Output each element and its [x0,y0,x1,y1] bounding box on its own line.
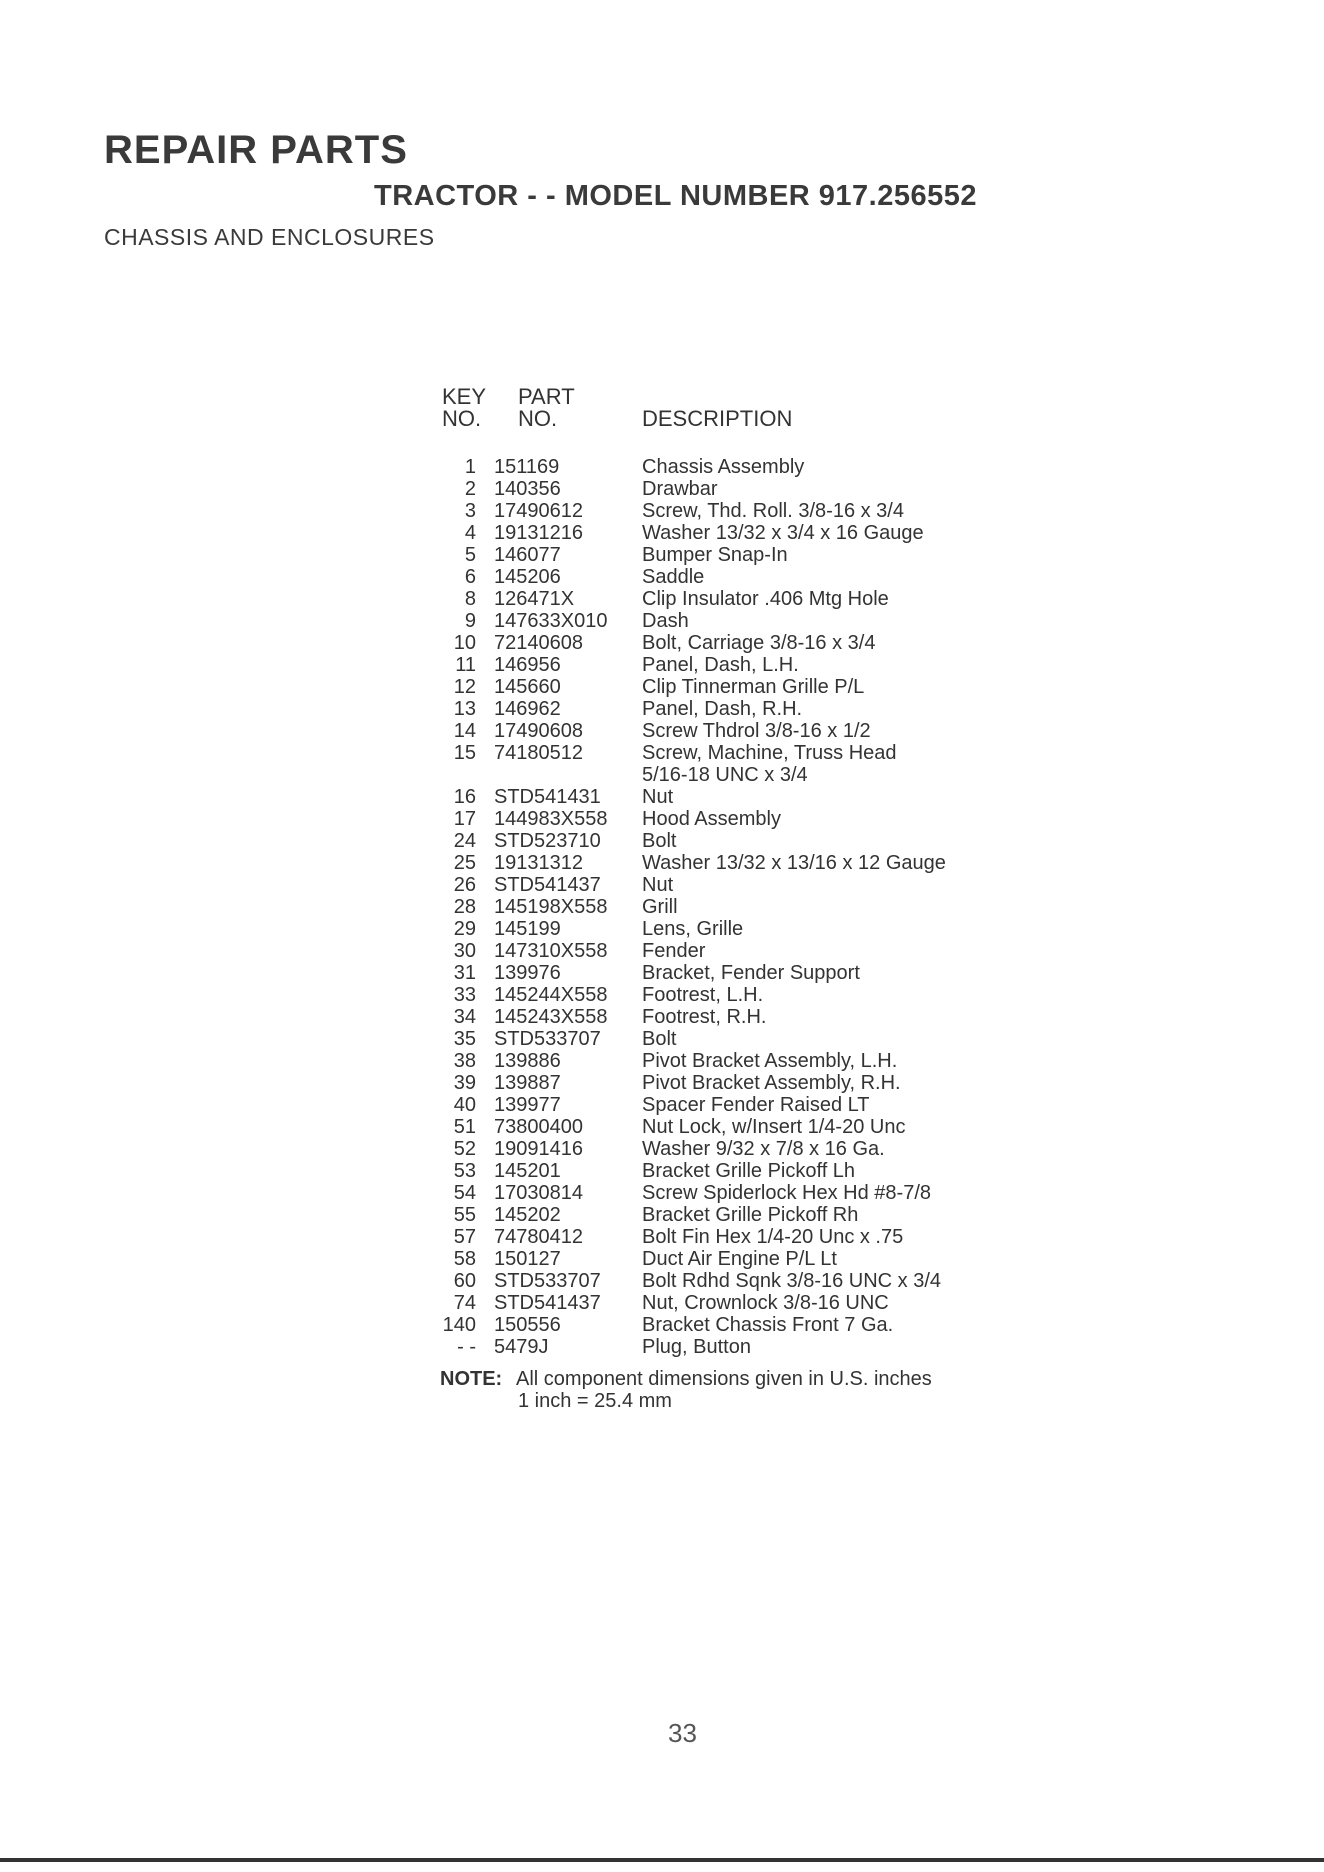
part-header-line2: NO. [518,406,558,431]
table-row [440,1116,1000,1138]
part-no-cell: 5479J [494,1336,549,1358]
key-no-cell: 39 [453,1072,476,1094]
part-no-cell: 139977 [494,1094,561,1116]
part-no-cell: STD541431 [494,786,601,808]
description-cell: Screw Thdrol 3/8-16 x 1/2 [642,720,871,742]
part-no-cell: 139886 [494,1050,561,1072]
table-row [440,742,1000,786]
part-no-cell: 151169 [494,456,560,478]
description-cell: Clip Tinnerman Grille P/L [642,676,865,698]
description-cell: Pivot Bracket Assembly, R.H. [642,1072,901,1094]
key-no-cell: 57 [453,1226,476,1248]
part-no-cell: STD533707 [494,1028,601,1050]
table-row [440,1336,1000,1358]
key-no-cell: 140 [442,1314,476,1336]
description-cell: Nut [642,874,674,896]
key-no-cell: 35 [453,1028,476,1050]
description-cell: Duct Air Engine P/L Lt [642,1248,837,1270]
description-cell: Nut [642,786,674,808]
description-cell: Screw Spiderlock Hex Hd #8-7/8 [642,1182,932,1204]
key-no-cell: 74 [453,1292,476,1314]
table-row [440,676,1000,698]
description-cell: Bracket Chassis Front 7 Ga. [642,1314,894,1336]
description-cell: Bolt [642,830,677,852]
key-no-cell: 29 [453,918,476,940]
description-cell: Clip Insulator .406 Mtg Hole [642,588,889,610]
key-no-cell: 40 [453,1094,476,1116]
part-no-cell: 74180512 [494,742,583,764]
key-no-cell: 6 [464,566,476,588]
part-no-cell: 145244X558 [494,984,608,1006]
table-row [440,566,1000,588]
key-no-cell: 33 [453,984,476,1006]
key-no-cell: 4 [464,522,476,544]
part-no-cell: 19091416 [494,1138,583,1160]
table-row [440,786,1000,808]
table-row [440,1138,1000,1160]
key-no-cell: 38 [453,1050,476,1072]
description-cell: Footrest, L.H. [642,984,764,1006]
description-cell: Spacer Fender Raised LT [642,1094,870,1116]
description-cell: Footrest, R.H. [642,1006,767,1028]
parts-list [440,456,1000,1358]
table-row [440,1204,1000,1226]
description-cell: Bolt Fin Hex 1/4-20 Unc x .75 [642,1226,904,1248]
part-no-cell: 147633X010 [494,610,608,632]
table-row [440,632,1000,654]
description-cell: Fender [642,940,706,962]
description-cell: Saddle [642,566,705,588]
table-row [440,808,1000,830]
key-no-cell: 53 [453,1160,476,1182]
description-cell: Panel, Dash, L.H. [642,654,799,676]
description-cell: Panel, Dash, R.H. [642,698,803,720]
part-no-cell: 150556 [494,1314,561,1336]
part-no-cell: 150127 [494,1248,561,1270]
table-row [440,984,1000,1006]
part-no-cell: 139887 [494,1072,561,1094]
key-no-cell: - - [457,1336,476,1358]
description-cell: Screw, Machine, Truss Head 5/16-18 UNC x 3/4 [642,742,897,786]
description-cell: Bolt Rdhd Sqnk 3/8-16 UNC x 3/4 [642,1270,942,1292]
part-no-cell: STD523710 [494,830,601,852]
table-row [440,1094,1000,1116]
key-no-cell: 17 [453,808,476,830]
part-no-cell: 145243X558 [494,1006,608,1028]
description-cell: Bolt [642,1028,677,1050]
table-row [440,544,1000,566]
key-no-cell: 60 [453,1270,476,1292]
key-no-cell: 58 [453,1248,476,1270]
key-no-cell: 31 [453,962,476,984]
table-row [440,720,1000,742]
description-cell: Chassis Assembly [642,456,805,478]
key-no-cell: 16 [453,786,476,808]
table-row [440,1050,1000,1072]
part-no-cell: 73800400 [494,1116,583,1138]
table-row [440,1226,1000,1248]
part-no-cell: 146962 [494,698,561,720]
part-no-cell: 145660 [494,676,561,698]
part-no-cell: STD533707 [494,1270,601,1292]
table-row [440,1072,1000,1094]
description-cell: Bracket, Fender Support [642,962,860,984]
description-cell: Dash [642,610,689,632]
table-row [440,1028,1000,1050]
table-row [440,522,1000,544]
table-row [440,940,1000,962]
key-no-cell: 25 [453,852,476,874]
part-no-cell: 145201 [494,1160,561,1182]
part-no-cell: STD541437 [494,874,601,896]
key-no-cell: 3 [464,500,476,522]
description-cell: Bolt, Carriage 3/8-16 x 3/4 [642,632,876,654]
bottom-rule [0,1858,1324,1862]
table-row [440,874,1000,896]
key-no-cell: 24 [453,830,476,852]
part-no-cell: 145198X558 [494,896,608,918]
key-no-cell: 9 [464,610,476,632]
part-no-cell: 17490608 [494,720,583,742]
table-row [440,500,1000,522]
table-row [440,918,1000,940]
part-no-cell: 146956 [494,654,561,676]
key-no-cell: 5 [464,544,476,566]
table-row [440,588,1000,610]
table-row [440,654,1000,676]
description-cell: Bracket Grille Pickoff Rh [642,1204,859,1226]
part-no-cell: 145199 [494,918,561,940]
key-no-cell: 13 [453,698,476,720]
key-no-cell: 11 [455,654,476,676]
key-no-cell: 26 [453,874,476,896]
description-cell: Screw, Thd. Roll. 3/8-16 x 3/4 [642,500,904,522]
part-no-cell: 74780412 [494,1226,583,1248]
description-cell: Plug, Button [642,1336,751,1358]
note-label: NOTE: [440,1368,503,1390]
section-heading: CHASSIS AND ENCLOSURES [104,224,435,250]
description-cell: Bracket Grille Pickoff Lh [642,1160,856,1182]
table-row [440,1006,1000,1028]
key-no-cell: 14 [453,720,476,742]
part-no-cell: 139976 [494,962,561,984]
table-row [440,456,1000,478]
page-number: 33 [668,1718,697,1748]
part-header-line1: PART [518,384,575,409]
key-header-line1: KEY [442,384,487,409]
description-cell: Washer 13/32 x 3/4 x 16 Gauge [642,522,924,544]
key-no-cell: 1 [464,456,476,478]
part-no-cell: 19131216 [494,522,583,544]
table-row [440,1314,1000,1336]
key-no-cell: 8 [464,588,476,610]
table-row [440,962,1000,984]
key-no-cell: 54 [453,1182,476,1204]
key-no-cell: 12 [453,676,476,698]
table-row [440,1248,1000,1270]
table-row [440,1182,1000,1204]
part-no-cell: STD541437 [494,1292,601,1314]
key-no-cell: 15 [453,742,476,764]
description-cell: Hood Assembly [642,808,781,830]
part-no-cell: 147310X558 [494,940,608,962]
key-no-cell: 34 [453,1006,476,1028]
part-no-cell: 17030814 [494,1182,583,1204]
table-row [440,1292,1000,1314]
part-no-cell: 144983X558 [494,808,608,830]
key-no-cell: 55 [453,1204,476,1226]
page-title: REPAIR PARTS [104,128,408,172]
description-cell: Washer 13/32 x 13/16 x 12 Gauge [642,852,946,874]
key-no-cell: 52 [453,1138,476,1160]
description-cell: Bumper Snap-In [642,544,788,566]
table-row [440,610,1000,632]
model-subtitle: TRACTOR - - MODEL NUMBER 917.256552 [374,180,978,212]
description-cell: Nut Lock, w/Insert 1/4-20 Unc [642,1116,906,1138]
description-cell: Lens, Grille [642,918,744,940]
description-cell: Grill [642,896,678,918]
table-row [440,852,1000,874]
table-row [440,830,1000,852]
description-cell: Drawbar [642,478,718,500]
table-row [440,1160,1000,1182]
part-no-cell: 145202 [494,1204,561,1226]
table-row [440,698,1000,720]
part-no-cell: 140356 [494,478,561,500]
part-no-cell: 19131312 [494,852,583,874]
description-cell: Pivot Bracket Assembly, L.H. [642,1050,898,1072]
table-row [440,478,1000,500]
description-cell: Nut, Crownlock 3/8-16 UNC [642,1292,889,1314]
part-no-cell: 146077 [494,544,561,566]
key-no-cell: 30 [453,940,476,962]
key-no-cell: 28 [453,896,476,918]
table-row [440,1270,1000,1292]
note-text-line1: All component dimensions given in U.S. inches [516,1368,932,1390]
description-cell: Washer 9/32 x 7/8 x 16 Ga. [642,1138,885,1160]
note-text-line2: 1 inch = 25.4 mm [518,1390,672,1412]
table-row [440,896,1000,918]
part-no-cell: 72140608 [494,632,583,654]
part-no-cell: 145206 [494,566,561,588]
description-header: DESCRIPTION [642,406,793,431]
key-no-cell: 51 [453,1116,476,1138]
key-no-cell: 10 [453,632,476,654]
key-header-line2: NO. [442,406,482,431]
key-no-cell: 2 [464,478,476,500]
part-no-cell: 126471X [494,588,575,610]
part-no-cell: 17490612 [494,500,583,522]
